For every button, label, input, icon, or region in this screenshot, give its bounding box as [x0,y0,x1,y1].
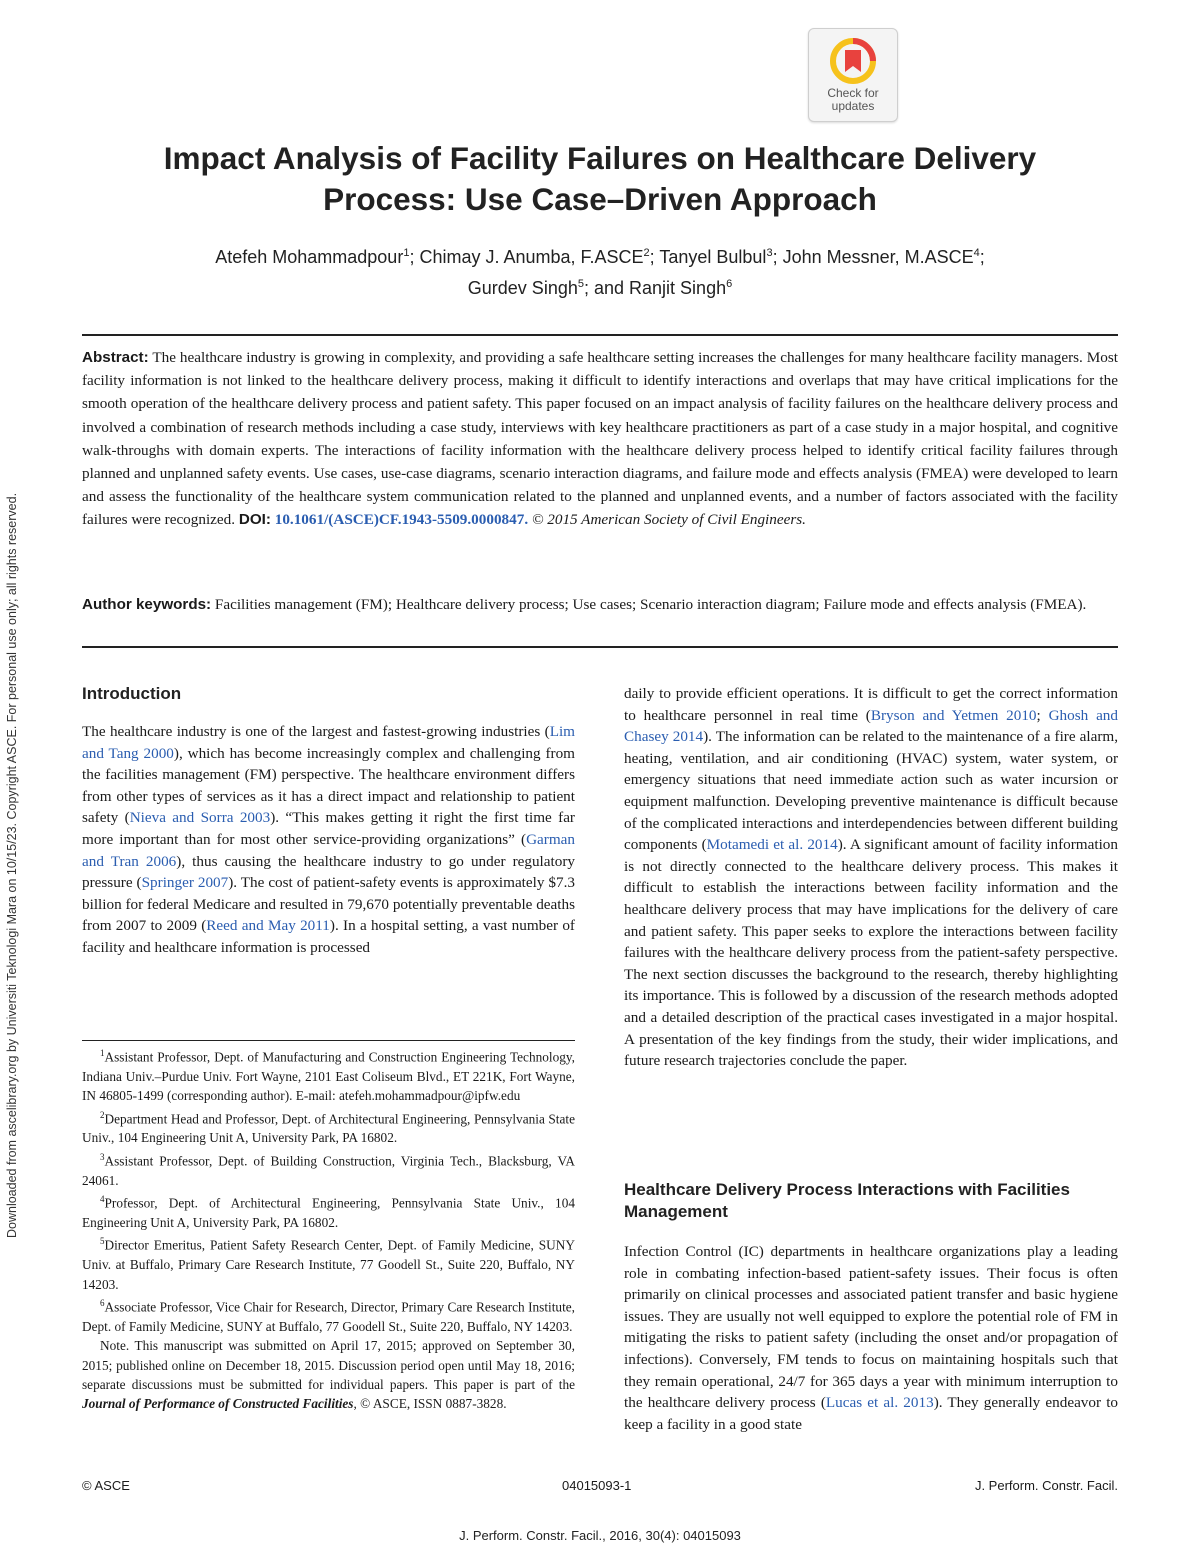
footnote-rule [82,1040,575,1041]
citation-link[interactable]: Lim and Tang 2000 [82,723,575,762]
footer-journal: J. Perform. Constr. Facil. [974,1478,1118,1493]
author-list [60,240,1140,302]
footnote [82,1148,575,1190]
intro-text: ). “This makes getting it right the first time far more important than for most other service-providing organizations” ( [82,809,575,848]
paper-title [60,138,1140,220]
footnote-text: Assistant Professor, Dept. of Manufacturing and Construction Engineering Technology, Indiana Univ.–Purdue Univ. Fort Wayne, 2101 East Coliseum Blvd., ET 221K, Fort Wayne, IN 46805-1499 (corresponding author). E-mail: atefeh.mohammadpour@ipfw.edu [82,1049,575,1104]
citation-link[interactable]: Lucas et al. 2013 [825,1394,934,1412]
footnote [82,1232,575,1294]
footnote [82,1294,575,1336]
body-text: ). A significant amount of facility information is not directly connected to the healthcare delivery process. This makes it difficult to establish the interactions between facility information and the healthcare delivery process that may have implications for the delivery of care and patient safety. This paper seeks to explore the interactions between facility failures with the healthcare delivery process from the patient-safety perspective. The next section discusses the background to the research, thereby highlighting its importance. This is followed by a discussion of the research methods adopted and a detailed description of the practical cases investigated in a major hospital. A presentation of the key findings from the study, their wider implications, and future research trajectories conclude the paper. [624,836,1118,1070]
note-tail: , © ASCE, ISSN 0887-3828. [353,1396,507,1412]
author-keywords [82,593,1118,616]
check-for-updates-badge[interactable] [808,28,898,122]
citation-link[interactable]: Nieva and Sorra 2003 [129,809,271,827]
author-line-1 [60,240,1140,271]
author-line-2 [60,271,1140,302]
citation-link[interactable]: Garman and Tran 2006 [82,830,575,870]
citation-link[interactable]: Springer 2007 [141,874,229,892]
body-text: ). The information can be related to the maintenance of a fire alarm, heating, ventilation, and air conditioning (HVAC) system, water system, or emergency situations that need immediate action such as water incursion or equipment malfunction. Developing preventive maintenance is difficult because of the complicated interactions and interdependencies between different building components ( [624,728,1119,854]
intro-text: ). In a hospital setting, a vast number of facility and healthcare information is processed [82,917,575,956]
title-line-1: Impact Analysis of Facility Failures on Healthcare Delivery [163,140,1037,176]
badge-label-line1: Check for [827,86,879,100]
author-affiliation-mark: 2 [643,247,650,259]
check-for-updates-icon [829,37,877,85]
body-text: daily to provide efficient operations. It is difficult to get the correct information to healthcare personnel in real time ( [624,685,1118,724]
footnote-text: Assistant Professor, Dept. of Building Construction, Virginia Tech., Blacksburg, VA 24061. [82,1153,575,1188]
download-notice [2,345,22,1240]
footer-page-id: 04015093-1 [562,1478,632,1493]
intro-text: ), which has become increasingly complex and challenging from the facilities management (FM) perspective. The healthcare environment differs from other types of services as it has a direct impact and relationship to patient safety ( [82,744,575,827]
author-name: Atefeh Mohammadpour [215,247,404,267]
footnotes [82,1044,575,1414]
footnote-mark: 4 [100,1194,105,1205]
keywords-label: Author keywords: [82,596,212,613]
doi-link[interactable]: 10.1061/(ASCE)CF.1943-5509.0000847. [274,511,529,529]
author-affiliation-mark: 3 [766,247,773,259]
citation-line: J. Perform. Constr. Facil., 2016, 30(4): 04015093 [459,1528,741,1543]
footnote-text: Professor, Dept. of Architectural Engineering, Pennsylvania State Univ., 104 Engineering Unit A, University Park, PA 16802. [82,1195,575,1230]
abstract-copyright: © 2015 American Society of Civil Engineers. [531,511,806,529]
journal-name: Journal of Performance of Constructed Facilities [82,1396,354,1412]
author-separator: ; [409,247,420,267]
keywords-text: Facilities management (FM); Healthcare delivery process; Use cases; Scenario interaction diagram; Failure mode and effects analysis (FMEA). [214,596,1087,613]
body-text: ). They generally endeavor to keep a facility in a good state [624,1394,1119,1433]
footnote-mark: 3 [100,1151,105,1162]
author-name: Chimay J. Anumba, F.ASCE [419,247,644,267]
intro-text: ). The cost of patient-safety events is approximately $7.3 billion for federal Medicare and resulted in 79,670 potentially preventable deaths from 2007 to 2009 ( [82,874,576,935]
citation-link[interactable]: Ghosh and Chasey 2014 [624,706,1118,746]
citation-link[interactable]: Motamedi et al. 2014 [706,836,838,854]
download-notice-text: Downloaded from ascelibrary.org by Universiti Teknologi Mara on 10/15/23. Copyright ASCE. For personal use only; all rights reserved. [5,492,19,1238]
author-affiliation-mark: 5 [577,278,584,290]
introduction-body [82,721,575,959]
footnote [82,1044,575,1106]
author-affiliation-mark: 4 [973,247,980,259]
author-name: Tanyel Bulbul [659,247,767,267]
intro-text: The healthcare industry is one of the largest and fastest-growing industries ( [82,723,550,740]
abstract-text: The healthcare industry is growing in complexity, and providing a safe healthcare setting increases the challenges for many healthcare facility managers. Most facility information is not linked to the healthcare delivery process, making it difficult to identify interactions and overlaps that may have critical implications for the smooth operation of the healthcare delivery process and patient safety. This paper focused on an impact analysis of facility failures on the healthcare delivery process and involved a combination of research methods including a case study, interviews with key healthcare practitioners as part of a case study in a major hospital, and cognitive walk-throughs with domain experts. The interactions of facility information with the healthcare delivery process helped to identify critical facility failures through planned and unplanned safety events. Use cases, use-case diagrams, scenario interaction diagrams, and failure mode and effects analysis (FMEA) were developed to learn and assess the functionality of the healthcare system communication related to the planned and unplanned events, and a number of factors associated with the facility failures were recognized. [82,349,1118,529]
footer-copyright: © ASCE [82,1478,130,1493]
section-healthcare-interactions-body [624,1241,1118,1435]
author-name: Gurdev Singh [467,278,578,298]
manuscript-note [82,1336,575,1414]
footnote-text: Department Head and Professor, Dept. of Architectural Engineering, Pennsylvania State Univ., 104 Engineering Unit A, University Park, PA 16802. [82,1111,575,1146]
section-heading-healthcare-interactions: Healthcare Delivery Process Interactions with Facilities Management [624,1180,1070,1221]
introduction-continued [624,683,1118,1072]
body-text: ; [1036,706,1049,724]
author-separator: ; and [583,278,630,298]
footnote-text: Associate Professor, Vice Chair for Research, Director, Primary Care Research Institute, Dept. of Family Medicine, SUNY at Buffalo, 77 Goodell St., Suite 220, Buffalo, NY 14203. [82,1299,575,1334]
citation-link[interactable]: Reed and May 2011 [206,917,330,935]
abstract-label: Abstract: [82,349,149,366]
author-separator: ; [772,247,783,267]
footnote-mark: 2 [100,1109,105,1120]
footnote [82,1190,575,1232]
note-text: Note. This manuscript was submitted on April 17, 2015; approved on September 30, 2015; published online on December 18, 2015. Discussion period open until May 18, 2016; separate discussions must be submitted for individual papers. This paper is part of the [82,1338,575,1393]
doi-label: DOI: [238,511,271,529]
author-separator: ; [649,247,660,267]
citation-link[interactable]: Bryson and Yetmen 2010 [870,706,1037,724]
abstract-top-rule [82,334,1118,336]
introduction-heading: Introduction [82,684,182,703]
footnote-mark: 6 [100,1297,105,1308]
author-name: John Messner, M.ASCE [782,247,974,267]
author-separator: ; [979,247,985,267]
author-affiliation-mark: 6 [726,278,733,290]
footnote [82,1106,575,1148]
title-line-2: Process: Use Case–Driven Approach [323,181,877,217]
footnote-text: Director Emeritus, Patient Safety Research Center, Dept. of Family Medicine, SUNY Univ. at Buffalo, Primary Care Research Institute, 77 Goodell St., Suite 220, Buffalo, NY 14203. [82,1237,575,1292]
author-affiliation-mark: 1 [403,247,410,259]
author-name: Ranjit Singh [629,278,727,298]
footnote-mark: 1 [100,1048,105,1058]
badge-label-line2: updates [831,99,875,113]
intro-text: ), thus causing the healthcare industry to go under regulatory pressure ( [82,852,575,892]
body-text: Infection Control (IC) departments in healthcare organizations play a leading role in combating infection-based patient-safety issues. Their focus is often primarily on clinical processes and associated patient transfer and basic hygiene issues. They are usually not well equipped to explore the potential role of FM in mitigating the risks to patient safety (including the onset and/or propagation of infections). Conversely, FM tends to focus on maintaining hospitals such that they remain operational, 24/7 for 365 days a year with minimum interruption to the healthcare delivery process ( [624,1243,1118,1412]
abstract [82,346,1118,532]
footnote-mark: 5 [100,1236,105,1247]
keywords-bottom-rule [82,646,1118,648]
